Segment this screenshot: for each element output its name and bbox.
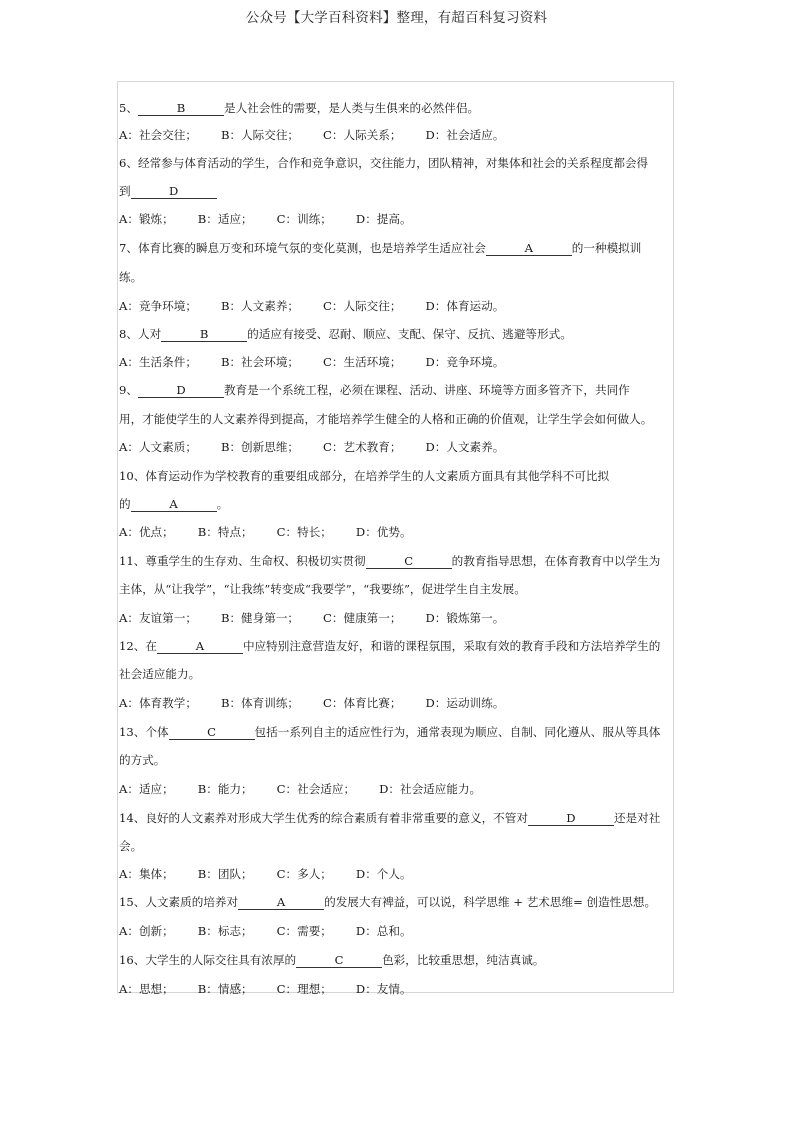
options-line <box>119 782 505 796</box>
question-stem-line <box>119 639 660 654</box>
stem-text: 包括一系列自主的适应性行为，通常表现为顺应、自制、同化遵从、服从等具体 <box>254 725 661 739</box>
question-stem-line <box>119 327 572 342</box>
stem-text: 教育是一个系统工程，必须在课程、活动、讲座、环境等方面多管齐下，共同作 <box>223 383 630 397</box>
stem-text: 的发展大有裨益，可以说，科学思维 + 艺术思维= 创造性思想。 <box>324 895 657 909</box>
option-b: B：人文素养； <box>220 299 300 313</box>
option-c: C：特长； <box>276 525 332 539</box>
options-line <box>119 299 528 313</box>
options-line <box>119 440 528 454</box>
stem-text: 7、体育比赛的瞬息万变和环境气氛的变化莫测，也是培养学生适应社会 <box>119 241 486 255</box>
option-a: A：集体； <box>119 867 174 881</box>
question-stem-line <box>119 554 660 569</box>
question-stem-line <box>119 582 526 596</box>
stem-text: 6、经常参与体育活动的学生，合作和竞争意识，交往能力，团队精神，对集体和社会的关系程度都会得 <box>119 156 649 170</box>
stem-text: 用，才能使学生的人文素养得到提高，才能培养学生健全的人格和正确的价值观，让学生学会如何做人。 <box>119 412 653 426</box>
option-c: C：需要； <box>276 924 332 938</box>
question-stem-line <box>119 412 652 426</box>
stem-text: 15、人文素质的培养对 <box>119 895 239 909</box>
option-c: C：人际交往； <box>323 299 402 313</box>
option-b: B：社会环境； <box>220 355 300 369</box>
options-line <box>119 867 436 881</box>
page-header: 公众号【大学百科资料】整理，有超百科复习资料 <box>245 10 548 26</box>
option-a: A：人文素质； <box>119 440 197 454</box>
stem-text: 14、良好的人文素养对形成大学生优秀的综合素质有着非常重要的意义，不管对 <box>119 811 528 825</box>
options-line <box>119 128 528 142</box>
answer-blank: C <box>366 555 452 569</box>
question-stem-line <box>119 383 630 398</box>
answer-blank: A <box>131 498 217 512</box>
question-stem-line <box>119 184 217 199</box>
stem-text: 主体，从“让我学”，“让我练”转变成“我要学”，“我要练”，促进学生自主发展。 <box>119 582 526 596</box>
answer-blank: A <box>157 640 243 654</box>
question-stem-line <box>119 241 641 256</box>
answer-blank: D <box>138 384 224 398</box>
option-b: B：情感； <box>197 982 253 996</box>
stem-text: 的一种模拟训 <box>571 241 642 255</box>
options-line <box>119 696 528 710</box>
stem-text: 8、人对 <box>119 327 162 341</box>
stem-text: 是人社会性的需要，是人类与生俱来的必然伴侣。 <box>223 101 480 115</box>
question-stem-line <box>119 895 656 910</box>
options-line <box>119 611 528 625</box>
option-d: D：竞争环境。 <box>425 355 505 369</box>
option-d: D：社会适应。 <box>425 128 505 142</box>
option-b: B：健身第一； <box>220 611 300 625</box>
option-d: D：个人。 <box>355 867 412 881</box>
option-c: C：理想； <box>276 982 332 996</box>
question-stem-line <box>119 953 544 968</box>
stem-text: 的方式。 <box>119 753 166 767</box>
stem-text: 的适应有接受、忍耐、顺应、支配、保守、反抗、逃避等形式。 <box>247 327 572 341</box>
options-line <box>119 525 436 539</box>
option-c: C：艺术教育； <box>323 440 402 454</box>
question-stem-line <box>119 753 165 767</box>
answer-blank: A <box>486 242 572 256</box>
option-a: A：生活条件； <box>119 355 197 369</box>
question-stem-line <box>119 101 479 116</box>
option-a: A：竞争环境； <box>119 299 197 313</box>
stem-text: 还是对社 <box>613 811 661 825</box>
answer-blank: A <box>238 896 324 910</box>
option-d: D：优势。 <box>355 525 412 539</box>
question-stem-line <box>119 497 228 512</box>
option-b: B：标志； <box>197 924 253 938</box>
option-a: A：锻炼； <box>119 212 174 226</box>
answer-blank: C <box>296 954 382 968</box>
answer-blank: B <box>138 102 224 116</box>
stem-text: 练。 <box>119 270 143 284</box>
answer-blank: D <box>131 185 217 199</box>
option-b: B：创新思维； <box>220 440 300 454</box>
answer-blank: C <box>169 726 255 740</box>
stem-text: 10、体育运动作为学校教育的重要组成部分，在培养学生的人文素质方面具有其他学科不可比拟 <box>119 469 610 483</box>
stem-text: 13、个体 <box>119 725 169 739</box>
options-line <box>119 355 528 369</box>
question-stem-line <box>119 839 142 853</box>
question-stem-line <box>119 270 142 284</box>
options-line <box>119 212 436 226</box>
option-c: C：社会适应； <box>276 782 356 796</box>
option-c: C：人际关系； <box>323 128 402 142</box>
stem-text: 社会适应能力。 <box>119 667 201 681</box>
option-d: D：运动训练。 <box>425 696 505 710</box>
option-b: B：团队； <box>197 867 253 881</box>
question-stem-line <box>119 811 660 826</box>
stem-text: 中应特别注意营造友好，和谐的课程氛围，采取有效的教育手段和方法培养学生的 <box>242 639 661 653</box>
question-stem-line <box>119 156 648 170</box>
option-a: A：友谊第一； <box>119 611 197 625</box>
option-a: A：体育教学； <box>119 696 197 710</box>
answer-blank: D <box>528 812 614 826</box>
option-c: C：健康第一； <box>323 611 402 625</box>
stem-text: 到 <box>119 184 131 198</box>
option-b: B：适应； <box>197 212 253 226</box>
question-stem-line <box>119 667 200 681</box>
option-d: D：人文素养。 <box>425 440 505 454</box>
option-c: C：多人； <box>276 867 332 881</box>
option-b: B：人际交往； <box>220 128 300 142</box>
option-d: D：总和。 <box>355 924 412 938</box>
option-d: D：体育运动。 <box>425 299 505 313</box>
stem-text: 色彩，比较重思想，纯洁真诚。 <box>382 953 545 967</box>
option-a: A：创新； <box>119 924 174 938</box>
question-stem-line <box>119 469 609 483</box>
stem-text: 。 <box>216 497 229 511</box>
option-b: B：体育训练； <box>220 696 300 710</box>
option-d: D：提高。 <box>355 212 412 226</box>
stem-text: 的 <box>119 497 131 511</box>
option-b: B：能力； <box>197 782 253 796</box>
stem-text: 的教育指导思想，在体育教育中以学生为 <box>451 554 661 568</box>
option-a: A：社会交往； <box>119 128 197 142</box>
option-a: A：优点； <box>119 525 174 539</box>
options-line <box>119 924 436 938</box>
stem-text: 会。 <box>119 839 143 853</box>
stem-text: 12、在 <box>119 639 157 653</box>
option-c: C：训练； <box>276 212 332 226</box>
stem-text: 9、 <box>119 383 138 397</box>
answer-blank: B <box>161 328 247 342</box>
options-line <box>119 982 436 996</box>
option-d: D：锻炼第一。 <box>425 611 505 625</box>
question-stem-line <box>119 725 660 740</box>
option-b: B：特点； <box>197 525 253 539</box>
option-a: A：适应； <box>119 782 174 796</box>
option-d: D：友情。 <box>355 982 412 996</box>
stem-text: 16、大学生的人际交往具有浓厚的 <box>119 953 297 967</box>
stem-text: 11、尊重学生的生存劝、生命权、积极切实贯彻 <box>119 554 366 568</box>
stem-text: 5、 <box>119 101 138 115</box>
option-a: A：思想； <box>119 982 174 996</box>
option-c: C：体育比赛； <box>323 696 402 710</box>
option-c: C：生活环境； <box>323 355 402 369</box>
option-d: D：社会适应能力。 <box>379 782 482 796</box>
